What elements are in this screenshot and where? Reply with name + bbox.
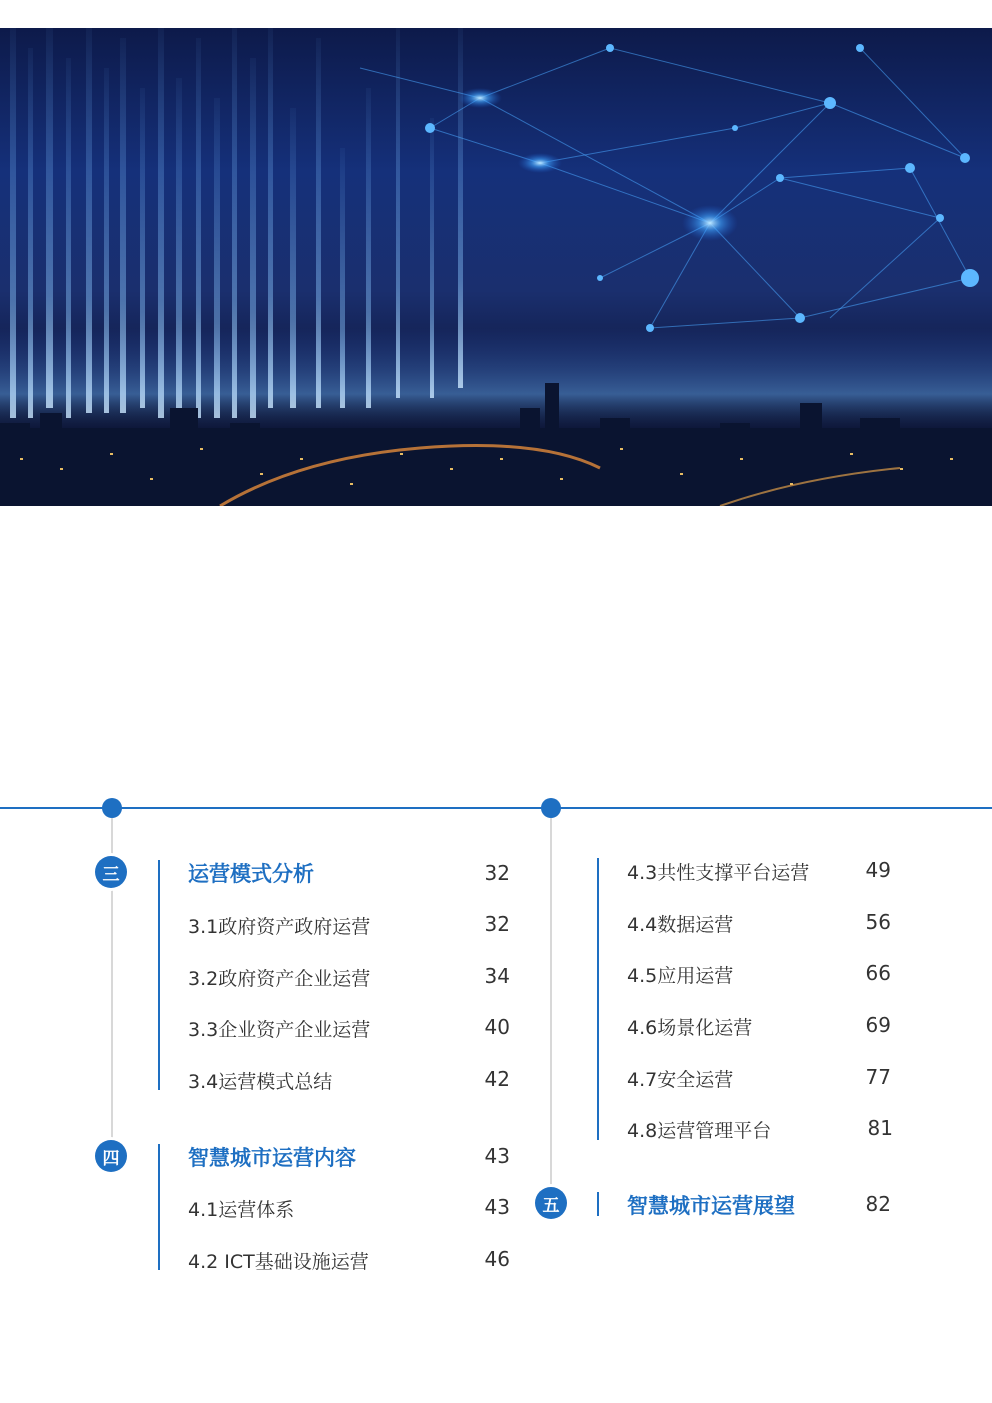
toc-item-4-7-page: 77	[865, 1065, 891, 1089]
timeline-dot-right	[541, 798, 561, 818]
toc-item-4-8[interactable]: 4.8运营管理平台	[627, 1120, 772, 1142]
chapter-3-title[interactable]: 运营模式分析	[188, 862, 314, 886]
timeline-right	[550, 818, 552, 1203]
hero-city-network-image	[0, 28, 992, 506]
toc-item-4-7[interactable]: 4.7安全运营	[627, 1069, 734, 1091]
toc-item-4-1-page: 43	[484, 1195, 510, 1219]
timeline-dot-left	[102, 798, 122, 818]
toc-item-4-2-page: 46	[484, 1247, 510, 1271]
toc-item-4-1[interactable]: 4.1运营体系	[188, 1199, 295, 1221]
chapter-3-page: 32	[484, 861, 510, 885]
toc-item-4-5-page: 66	[865, 961, 891, 985]
chapter-badge-4: 四	[95, 1140, 127, 1172]
toc-item-3-2[interactable]: 3.2政府资产企业运营	[188, 968, 371, 990]
chapter-4-title[interactable]: 智慧城市运营内容	[188, 1146, 356, 1170]
chapter-4-cont-bar	[597, 858, 599, 1140]
toc-item-3-3[interactable]: 3.3企业资产企业运营	[188, 1019, 371, 1041]
chapter-badge-3: 三	[95, 856, 127, 888]
toc-item-4-4[interactable]: 4.4数据运营	[627, 914, 734, 936]
toc-item-3-4[interactable]: 3.4运营模式总结	[188, 1071, 333, 1093]
toc-item-3-1-page: 32	[484, 912, 510, 936]
toc-item-3-3-page: 40	[484, 1015, 510, 1039]
toc-item-4-6[interactable]: 4.6场景化运营	[627, 1017, 753, 1039]
toc-top-rule	[0, 807, 992, 809]
chapter-4-page: 43	[484, 1144, 510, 1168]
toc-item-4-6-page: 69	[865, 1013, 891, 1037]
toc-item-3-2-page: 34	[484, 964, 510, 988]
toc-item-3-1[interactable]: 3.1政府资产政府运营	[188, 916, 371, 938]
toc-item-4-5[interactable]: 4.5应用运营	[627, 965, 734, 987]
toc-item-4-3[interactable]: 4.3共性支撑平台运营	[627, 862, 810, 884]
chapter-3-bar	[158, 860, 160, 1090]
toc-item-4-8-page: 81	[867, 1116, 893, 1140]
chapter-5-title[interactable]: 智慧城市运营展望	[627, 1194, 795, 1218]
chapter-4-bar	[158, 1144, 160, 1270]
chapter-badge-5: 五	[535, 1187, 567, 1219]
chapter-5-bar	[597, 1192, 599, 1216]
toc-item-4-4-page: 56	[865, 910, 891, 934]
toc-item-4-3-page: 49	[865, 858, 891, 882]
toc-item-4-2[interactable]: 4.2 ICT基础设施运营	[188, 1251, 369, 1273]
chapter-5-page: 82	[865, 1192, 891, 1216]
hero-illustration	[0, 28, 992, 506]
toc-item-3-4-page: 42	[484, 1067, 510, 1091]
